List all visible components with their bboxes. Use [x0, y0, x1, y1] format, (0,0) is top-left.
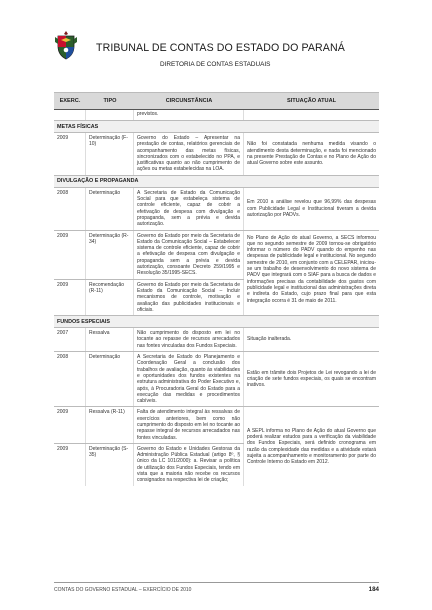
status-cell: Não foi constatada nenhuma medida visando o atendimento desta determinação, e nada foi mencionado na presente Prestação de Contas e no Plano de Ação do atual Governo sobre este assunto.: [247, 141, 376, 167]
status-cell: Estão em trâmite dois Projetos de Lei revogando a lei de criação de sete fundos especiais, os quais se encontram inativos.: [247, 369, 376, 389]
exercise-cell: 2008: [54, 352, 86, 406]
table-row: [54, 188, 379, 231]
continuation-text: previstos.: [134, 110, 244, 120]
merged-rows-group: [54, 231, 379, 317]
type-cell: Determinação (S-35): [86, 444, 134, 486]
exercise-cell: 2009: [54, 231, 86, 279]
column-header-circumstance: CIRCUNSTÂNCIA: [165, 98, 213, 104]
table-row: [54, 328, 379, 352]
page-number: 184: [368, 586, 379, 593]
type-cell: Ressalva (R-11): [86, 407, 134, 442]
table-row: [54, 444, 244, 486]
column-header-exercise: EXERC.: [59, 98, 81, 104]
table-row: [54, 231, 244, 280]
page-title: TRIBUNAL DE CONTAS DO ESTADO DO PARANÁ: [96, 42, 345, 54]
table-row: [54, 133, 379, 176]
page-footer: [54, 582, 379, 596]
column-header-current-status: SITUAÇÃO ATUAL: [286, 98, 337, 104]
merged-rows-group: [54, 407, 379, 485]
table-row: [54, 110, 379, 121]
exercise-cell: 2007: [54, 328, 86, 351]
type-cell: Determinação: [86, 352, 134, 406]
section-title-metas-fisicas: METAS FÍSICAS: [54, 121, 379, 133]
type-cell: Determinação: [86, 188, 134, 230]
exercise-cell: 2009: [54, 444, 86, 486]
page-subtitle: DIRETORIA DE CONTAS ESTADUAIS: [160, 61, 271, 68]
exercise-cell: 2009: [54, 407, 86, 442]
type-cell: Determinação (F-10): [86, 133, 134, 175]
table-row: [54, 407, 244, 443]
circumstance-cell: Governo do Estado e Unidades Gestoras da Administração Pública Estadual (artigo 8º, § único da LC 101/2000): a. Revisar a política de utilização dos Fundos Especiais, tendo em vista que a maioria não recebe os recursos consignados na respectiva lei de criação;: [134, 444, 244, 486]
status-cell: Situação inalterada.: [247, 336, 292, 343]
column-header-type: TIPO: [103, 98, 117, 104]
exercise-cell: 2009: [54, 133, 86, 175]
exercise-cell: 2008: [54, 188, 86, 230]
table-row: [54, 352, 379, 407]
recommendations-table: [54, 92, 379, 486]
type-cell: Recomendação (R-11): [86, 280, 134, 315]
circumstance-cell: Não cumprimento do disposto em lei no tocante ao repasse de recursos arrecadados nas fontes vinculadas dos Fundos Especiais.: [134, 328, 244, 351]
page-header: [54, 30, 394, 72]
circumstance-cell: A Secretaria de Estado do Planejamento e Coordenação Geral a conclusão dos trabalhos de avaliação, quanto às viabilidades e oportunidades dos fundos existentes na estrutura administrativa do Poder Executivo e, após, à Procuradoria Geral do Estado para a execução das medidas e procedimentos cabíveis.: [134, 352, 244, 406]
status-cell: Em 2010 a análise revelou que 96,99% das despesas com Publicidade Legal e Institucional tiveram a devida autorização por PADVs.: [247, 199, 376, 218]
type-cell: Determinação (R-34): [86, 231, 134, 279]
circumstance-cell: Governo do Estado – Apresentar na prestação de contas, relatórios gerenciais de acompanhamento das metas físicas, sincronizados com o estabelecido no PPA, e justificativas quanto ao não cumprimento de ações ou metas estabelecidas na LOA.: [134, 133, 244, 175]
type-cell: Ressalva: [86, 328, 134, 351]
section-title-divulgacao: DIVULGAÇÃO E PROPAGANDA: [54, 176, 379, 188]
table-row: [54, 280, 244, 316]
section-title-fundos-especiais: FUNDOS ESPECIAIS: [54, 316, 379, 328]
circumstance-cell: Governo do Estado por meio da Secretaria de Estado da Comunicação Social – Estabelecer sistema de controle eficiente, capaz de cobrir a efetivação de despesa com divulgação e propaganda sem a prévia e devida autorização, consoante Decreto 259/1995 e Resolução 35/1995-SECS.: [134, 231, 244, 279]
footer-text: CONTAS DO GOVERNO ESTADUAL – EXERCÍCIO DE 2010: [54, 587, 192, 593]
status-cell: No Plano de Ação do atual Governo, a SECS informou que no segundo semestre de 2009 tornou-se obrigatório informar o número do PADV quando do empenho nas despesas de publicidade legal e institucional. No segundo semestre de 2010, em conjunto com a CELEPAR, iniciou-se um trabalho de desenvolvimento do novo sistema de PADV que integrará com o SIAF para a busca de dados e informações precisas da contabilidade dos gastos com publicidade legal e institucional das administrações direta e indireta do Estado, cujo prazo final para que esta integração ocorra é 31 de maio de 2011.: [244, 231, 379, 317]
circumstance-cell: Falta de atendimento integral às ressalvas de exercícios anteriores, bem como não cumprimento do disposto em lei no tocante ao repasse integral de recursos arrecadados nas fontes vinculadas.: [134, 407, 244, 442]
status-cell: A SEPL informa no Plano de Ação do atual Governo que poderá realizar estudos para a verificação da viabilidade dos Fundos Especiais, será definido cronograma em razão da complexidade das medidas e a atividade estará sujeita a acompanhamento e monitoramento por parte do Controle Interno do Estado em 2012.: [247, 427, 376, 466]
coat-of-arms-icon: [54, 30, 78, 60]
table-header: [54, 92, 379, 110]
exercise-cell: 2009: [54, 280, 86, 315]
circumstance-cell: Governo do Estado por meio da Secretaria de Estado da Comunicação Social – Incluir mecanismos de controle, motivação e avaliação das publicidades institucionais e oficiais.: [134, 280, 244, 315]
circumstance-cell: A Secretaria de Estado da Comunicação Social para que estabeleça sistema de controle eficiente, capaz de cobrir a efetivação de despesa com divulgação e propaganda, sem a prévia e devida autorização.: [134, 188, 244, 230]
